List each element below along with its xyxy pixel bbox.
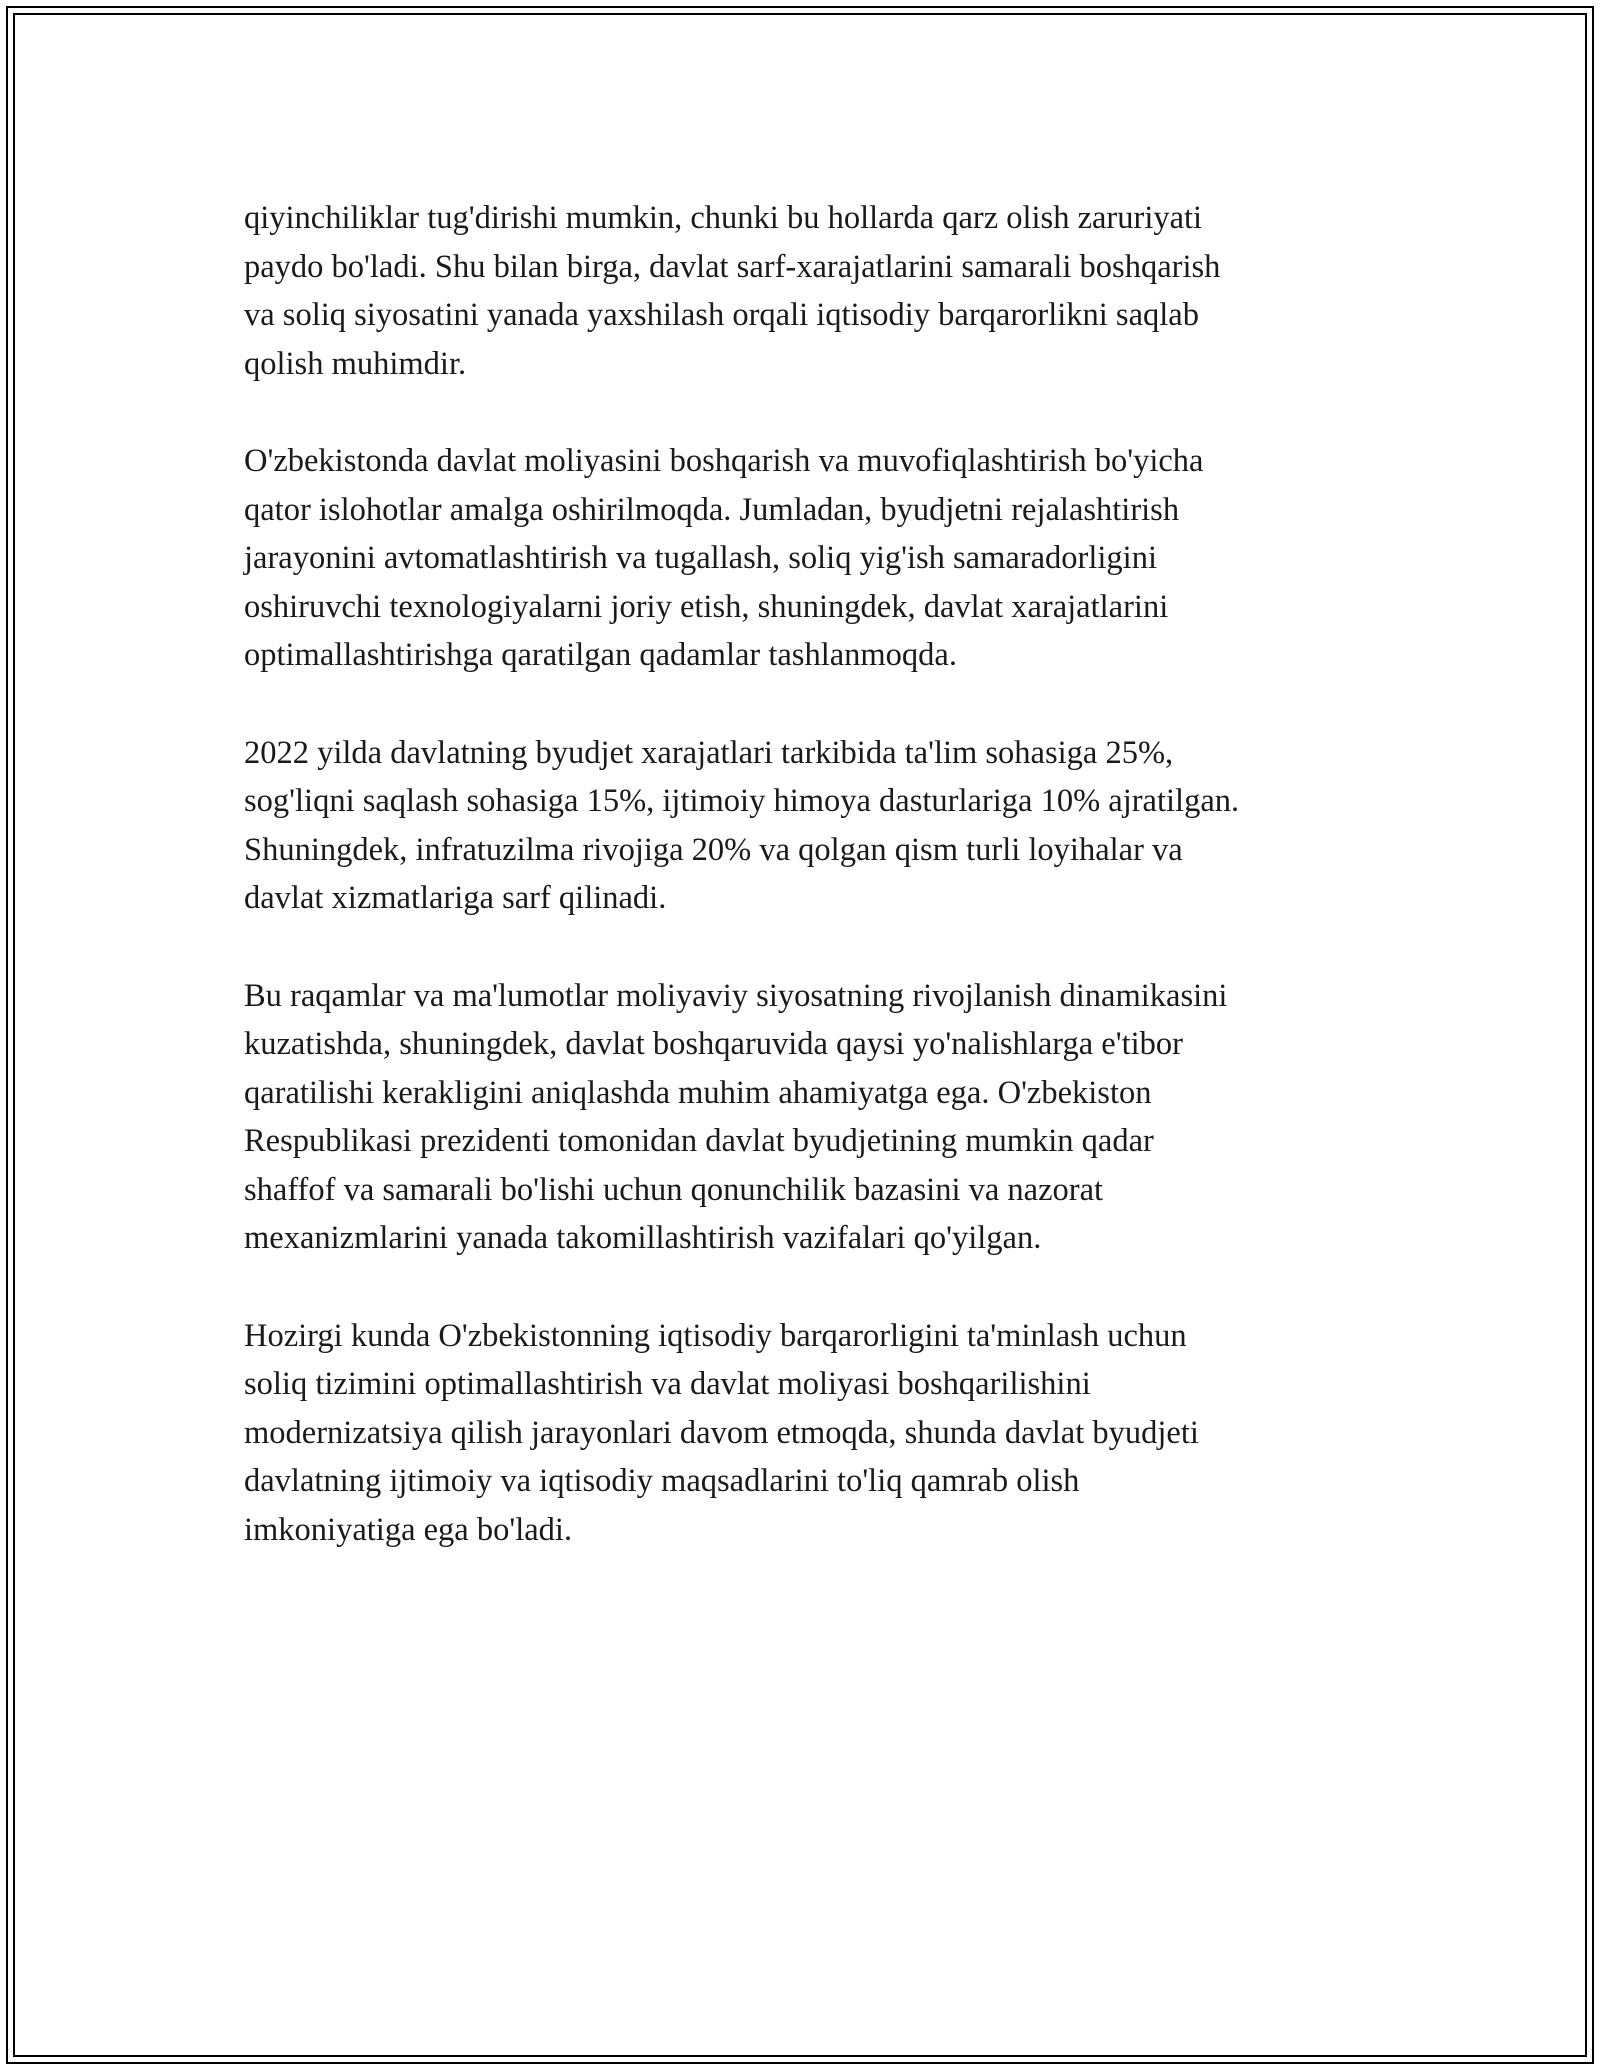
text-line: davlatning ijtimoiy va iqtisodiy maqsadlarini to'liq qamrab olish <box>244 1463 1080 1500</box>
page-frame <box>6 6 1594 2064</box>
text-line: qiyinchiliklar tug'dirishi mumkin, chunki bu hollarda qarz olish zaruriyati <box>244 200 1203 236</box>
text-line: qaratilishi kerakligini aniqlashda muhim ahamiyatga ega. O'zbekiston <box>244 1074 1152 1111</box>
paragraph-1 <box>244 194 1384 388</box>
text-line: shaffof va samarali bo'lishi uchun qonunchilik bazasini va nazorat <box>244 1171 1104 1208</box>
text-line: Bu raqamlar va ma'lumotlar moliyaviy siyosatning rivojlanish dinamikasini <box>244 977 1228 1014</box>
text-line: sog'liqni saqlash sohasiga 15%, ijtimoiy himoya dasturlariga 10% ajratilgan. <box>244 783 1240 820</box>
paragraph-3 <box>244 729 1384 923</box>
text-line: O'zbekistonda davlat moliyasini boshqarish va muvofiqlashtirish bo'yicha <box>244 442 1204 479</box>
document-body <box>244 194 1384 1603</box>
paragraph-2 <box>244 437 1384 680</box>
text-line: kuzatishda, shuningdek, davlat boshqaruvida qaysi yo'nalishlarga e'tibor <box>244 1026 1183 1063</box>
paragraph-4 <box>244 972 1384 1264</box>
text-line: Respublikasi prezidenti tomonidan davlat byudjetining mumkin qadar <box>244 1123 1154 1160</box>
text-line: soliq tizimini optimallashtirish va davlat moliyasi boshqarilishini <box>244 1366 1091 1403</box>
text-line: mexanizmlarini yanada takomillashtirish vazifalari qo'yilgan. <box>244 1220 1042 1257</box>
text-line: paydo bo'ladi. Shu bilan birga, davlat sarf-xarajatlarini samarali boshqarish <box>244 248 1221 285</box>
text-line: qolish muhimdir. <box>244 345 467 382</box>
text-line: Hozirgi kunda O'zbekistonning iqtisodiy barqarorligini ta'minlash uchun <box>244 1317 1187 1354</box>
text-line: oshiruvchi texnologiyalarni joriy etish, shuningdek, davlat xarajatlarini <box>244 588 1169 625</box>
text-line: 2022 yilda davlatning byudjet xarajatlari tarkibida ta'lim sohasiga 25%, <box>244 734 1174 771</box>
paragraph-5 <box>244 1312 1384 1555</box>
text-line: Shuningdek, infratuzilma rivojiga 20% va qolgan qism turli loyihalar va <box>244 831 1183 868</box>
text-line: qator islohotlar amalga oshirilmoqda. Jumladan, byudjetni rejalashtirish <box>244 491 1180 528</box>
text-line: jarayonini avtomatlashtirish va tugallash, soliq yig'ish samaradorligini <box>244 540 1157 577</box>
text-line: modernizatsiya qilish jarayonlari davom etmoqda, shunda davlat byudjeti <box>244 1414 1199 1451</box>
text-line: imkoniyatiga ega bo'ladi. <box>244 1512 573 1549</box>
text-line: davlat xizmatlariga sarf qilinadi. <box>244 880 667 917</box>
text-line: optimallashtirishga qaratilgan qadamlar tashlanmoqda. <box>244 637 957 674</box>
text-line: va soliq siyosatini yanada yaxshilash orqali iqtisodiy barqarorlikni saqlab <box>244 297 1199 334</box>
